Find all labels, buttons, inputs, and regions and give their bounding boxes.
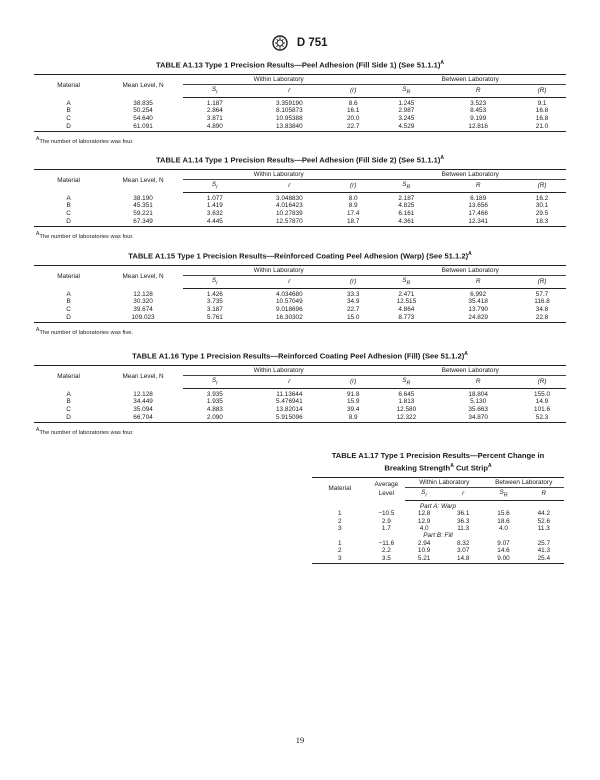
col-R: R <box>438 375 518 388</box>
table-row: C 39.674 3.187 9.018696 22.7 4.864 13.790 34.8 <box>66 306 549 313</box>
col-sr: $S_r$ <box>183 84 247 97</box>
col-sr: $S_r$ <box>183 375 247 388</box>
table-a1-14 <box>34 153 566 241</box>
table-section-row: Part B: Fill <box>423 532 453 540</box>
col-sr: $S_r$ <box>405 487 443 500</box>
table-row: D 66.704 2.090 5.915096 8.9 12.322 34.870 52.3 <box>66 413 549 421</box>
group-within: Within Laboratory <box>183 365 374 375</box>
group-between: Between Laboratory <box>374 365 566 375</box>
col-material: Material <box>57 273 80 281</box>
table-row: C 35.094 4.883 13.82014 39.4 12.580 35.663 101.6 <box>66 406 551 413</box>
col-average-level: Average Level <box>374 480 399 497</box>
col-R-pct: (R) <box>518 84 566 97</box>
table-a1-16 <box>34 349 566 437</box>
group-within: Within Laboratory <box>183 169 374 179</box>
group-between: Between Laboratory <box>374 169 566 179</box>
table-footnote: $^A$The number of laboratories was five. <box>36 327 134 337</box>
col-r: r <box>247 84 332 97</box>
group-within: Within Laboratory <box>405 477 483 487</box>
table-row: D 109.023 5.761 16.30302 15.0 8.773 24.829 22.8 <box>66 313 549 321</box>
table-footnote: $^A$The number of laboratories was four. <box>36 136 134 146</box>
col-mean-level: Mean Level, N <box>122 373 164 381</box>
table-title: TABLE A1.13 Type 1 Precision Results—Peel Adhesion (Fill Side 1) (See 51.1.1)$^A$ <box>155 60 445 70</box>
table-footnote: $^A$The number of laboratories was four. <box>36 231 134 241</box>
table-row: C 54.640 3.871 10.95388 20.0 3.245 9.199 16.8 <box>66 115 549 122</box>
col-sr: $S_r$ <box>183 275 247 288</box>
col-R: R <box>438 179 518 192</box>
col-r-pct: (r) <box>332 84 375 97</box>
col-R: R <box>524 487 564 500</box>
col-material: Material <box>328 485 352 493</box>
col-R-pct: (R) <box>518 375 566 388</box>
table-row: D 67.349 4.445 12.57870 18.7 4.361 12.341 18.3 <box>66 217 549 225</box>
col-material: Material <box>57 373 80 381</box>
col-r: r <box>247 275 332 288</box>
col-R: R <box>438 275 518 288</box>
table-row: 1 −11.6 2.94 8.32 9.07 25.7 <box>337 539 551 547</box>
page-number: 19 <box>295 735 305 745</box>
table-row: 2 2.2 10.9 3.07 14.6 41.3 <box>337 547 551 555</box>
col-sR: $S_R$ <box>483 487 523 500</box>
col-sR: $S_R$ <box>374 84 438 97</box>
col-sr: $S_r$ <box>183 179 247 192</box>
group-between: Between Laboratory <box>483 477 564 487</box>
col-R: R <box>438 84 518 97</box>
col-sR: $S_R$ <box>374 275 438 288</box>
group-within: Within Laboratory <box>183 265 374 275</box>
table-title: TABLE A1.14 Type 1 Precision Results—Peel Adhesion (Fill Side 2) (See 51.1.1)$^A$ <box>155 155 445 165</box>
group-within: Within Laboratory <box>183 74 374 84</box>
table-title: TABLE A1.16 Type 1 Precision Results—Reinforced Coating Peel Adhesion (Fill) (See 51.1.2)$^A$ <box>132 351 468 361</box>
table-row: A 12.128 1.426 4.034680 33.3 2.471 6.992 57.7 <box>66 290 549 298</box>
table-a1-17 <box>312 451 564 564</box>
table-row: 3 3.5 5.21 14.8 9.00 25.4 <box>337 554 551 562</box>
table-title: TABLE A1.17 Type 1 Precision Results—Percent Change in Breaking Strength$^A$ Cut Strip$^A$ <box>331 451 545 473</box>
table-a1-13 <box>34 58 566 146</box>
col-R-pct: (R) <box>518 275 566 288</box>
document-designation: D 751 <box>296 37 328 49</box>
table-footnote: $^A$The number of laboratories was four. <box>36 427 134 437</box>
table-row: 1 −10.5 12.8 36.1 15.6 44.2 <box>337 510 551 518</box>
astm-logo-icon <box>272 34 288 52</box>
table-a1-15 <box>34 249 566 337</box>
col-r-pct: (r) <box>332 275 375 288</box>
col-R-pct: (R) <box>518 179 566 192</box>
col-r-pct: (r) <box>332 179 375 192</box>
table-row: B 34.449 1.935 5.476941 15.9 1.813 5.130 14.9 <box>66 398 549 406</box>
col-material: Material <box>57 82 80 90</box>
table-row: A 12.128 3.935 11.13644 91.8 6.645 18.804 155.0 <box>66 390 551 398</box>
col-r: r <box>247 179 332 192</box>
group-between: Between Laboratory <box>374 74 566 84</box>
col-sR: $S_R$ <box>374 375 438 388</box>
table-row: B 30.320 3.735 10.57049 34.9 12.515 35.418 116.8 <box>66 298 550 306</box>
document-header <box>0 34 600 54</box>
col-sR: $S_R$ <box>374 179 438 192</box>
table-section-row: Part A: Warp <box>419 502 457 510</box>
table-row: B 50.254 2.864 8.105873 16.1 2.987 8.453 16.8 <box>66 107 549 115</box>
col-material: Material <box>57 177 80 185</box>
table-row: C 59.221 3.632 10.27839 17.4 6.161 17.466 29.5 <box>66 210 549 217</box>
col-r: r <box>443 487 483 500</box>
table-row: A 38.190 1.077 3.048830 8.0 2.187 6.189 16.2 <box>66 194 549 202</box>
table-title: TABLE A1.15 Type 1 Precision Results—Reinforced Coating Peel Adhesion (Warp) (See 51.1.2)$^A$ <box>128 251 472 261</box>
table-row: D 61.091 4.890 13.83840 22.7 4.529 12.816 21.0 <box>66 122 549 130</box>
table-row: A 38.835 1.187 3.359190 8.6 1.245 3.523 9.1 <box>66 99 547 107</box>
col-mean-level: Mean Level, N <box>122 177 164 185</box>
table-row: B 45.351 1.419 4.016423 8.9 4.825 13.656 30.1 <box>66 202 549 210</box>
col-mean-level: Mean Level, N <box>122 82 164 90</box>
table-row: 2 2.9 12.9 36.3 18.6 52.6 <box>337 517 551 525</box>
table-row: 3 1.7 4.0 11.3 4.0 11.3 <box>337 525 550 533</box>
group-between: Between Laboratory <box>374 265 566 275</box>
col-r: r <box>247 375 332 388</box>
col-r-pct: (r) <box>332 375 375 388</box>
col-mean-level: Mean Level, N <box>122 273 164 281</box>
